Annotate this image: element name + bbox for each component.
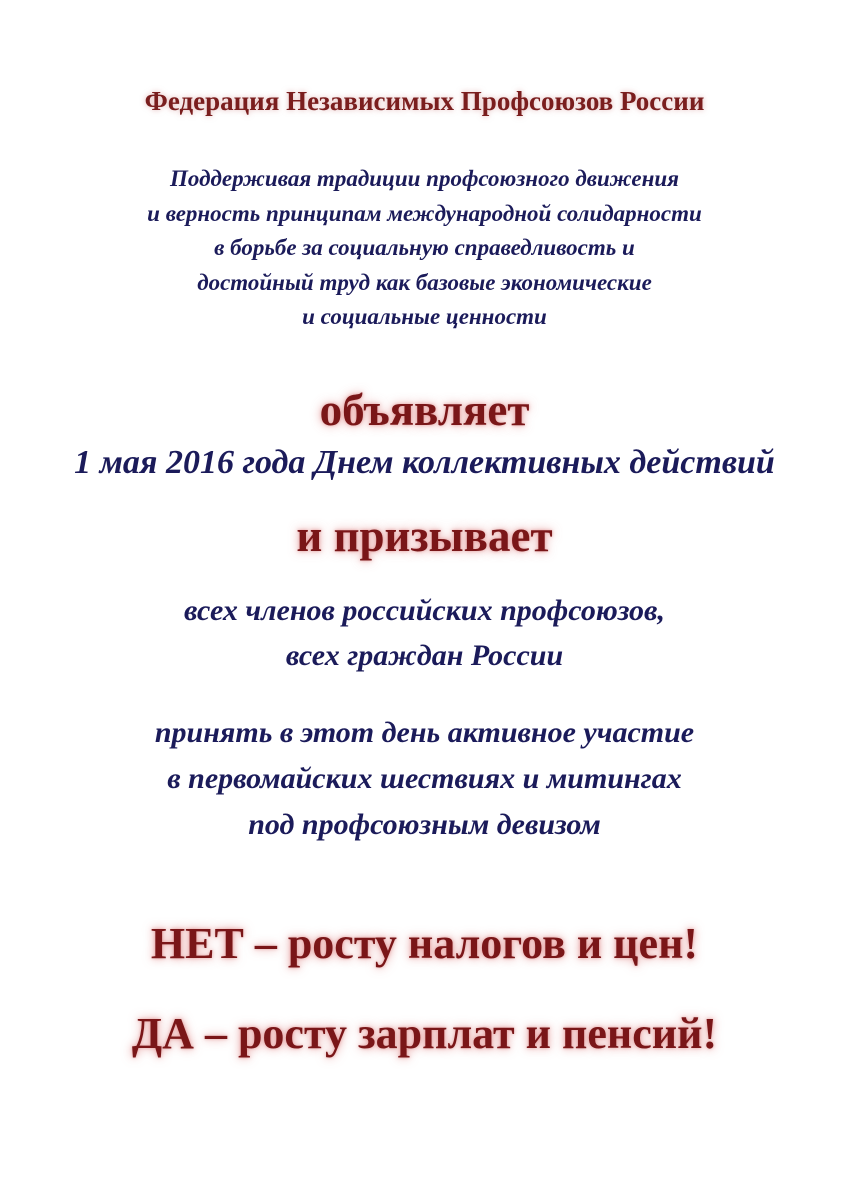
- intro-line: в борьбе за социальную справедливость и: [214, 235, 635, 260]
- intro-line: достойный труд как базовые экономические: [197, 269, 652, 295]
- addressees-paragraph: [0, 588, 849, 678]
- addressee-line: всех членов российских профсоюзов,: [184, 594, 665, 627]
- announce-heading: объявляет: [319, 385, 530, 435]
- intro-line: и верность принципам международной солидарности: [147, 200, 702, 226]
- addressee-line: всех граждан России: [285, 639, 564, 672]
- slogan-no: НЕТ – росту налогов и цен!: [150, 919, 699, 968]
- appeal-heading: и призывает: [296, 511, 553, 561]
- participation-paragraph: [0, 710, 849, 848]
- intro-line: и социальные ценности: [302, 304, 547, 329]
- organization-title: Федерация Независимых Профсоюзов России: [144, 86, 705, 116]
- intro-paragraph: [0, 162, 849, 335]
- participation-line: принять в этот день активное участие: [154, 716, 695, 749]
- participation-line: в первомайских шествиях и митингах: [167, 762, 682, 795]
- intro-line: Поддерживая традиции профсоюзного движения: [169, 166, 680, 191]
- participation-line: под профсоюзным девизом: [248, 808, 601, 841]
- date-line: 1 мая 2016 года Днем коллективных действий: [74, 444, 775, 481]
- slogan-yes: ДА – росту зарплат и пенсий!: [131, 1009, 718, 1058]
